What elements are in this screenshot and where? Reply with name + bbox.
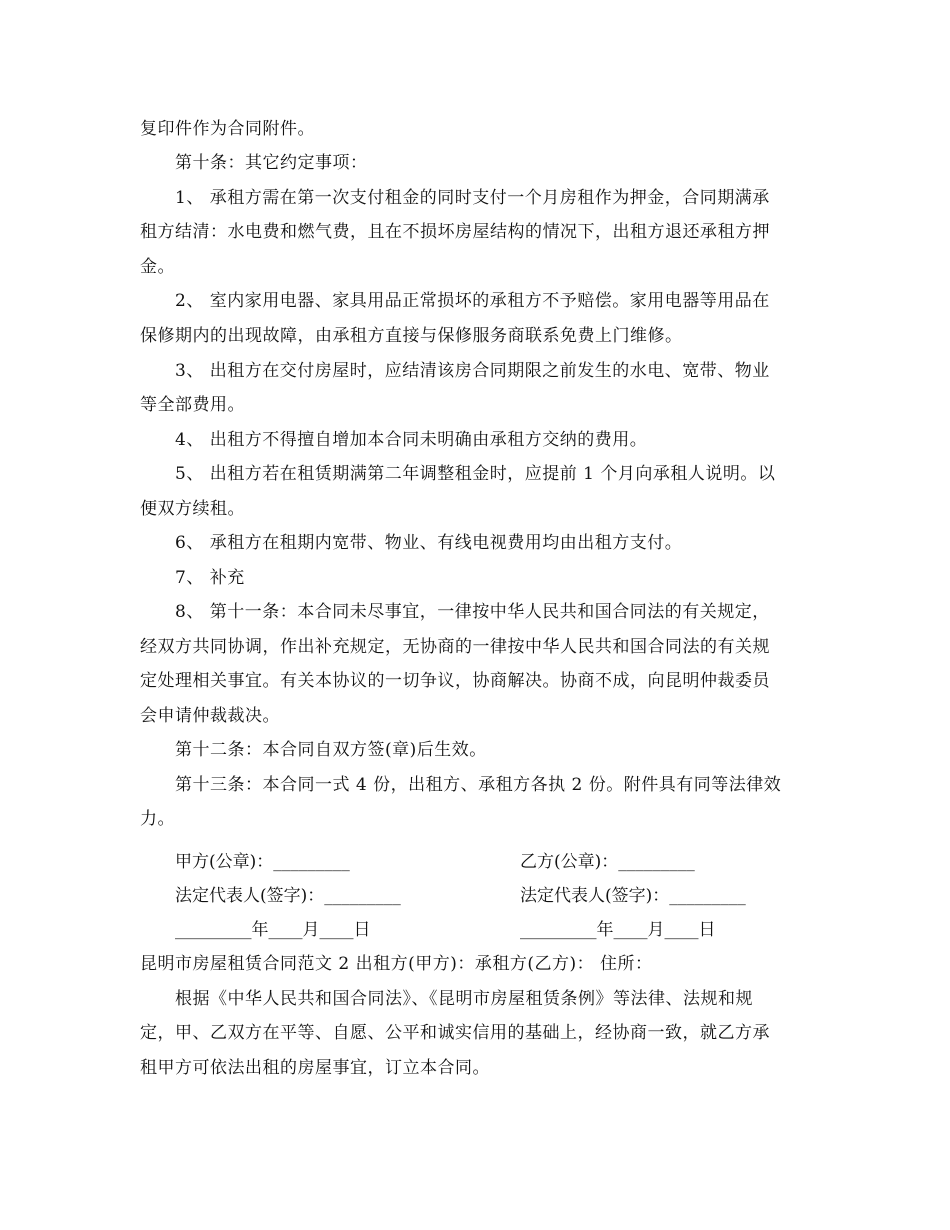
item-8-line: 会申请仲裁裁决。 — [140, 706, 280, 726]
party-a-representative-field: 法定代表人(签字)：_________ — [175, 886, 401, 906]
item-2-line: 2、 室内家用电器、家具用品正常损坏的承租方不予赔偿。家用电器等用品在 — [175, 291, 770, 311]
item-7-line: 7、 补充 — [175, 568, 245, 588]
item-2-line: 保修期内的出现故障，由承租方直接与保修服务商联系免费上门维修。 — [140, 326, 683, 346]
clause-13-line: 力。 — [140, 809, 175, 829]
item-8-line: 8、 第十一条：本合同未尽事宜，一律按中华人民共和国合同法的有关规定， — [175, 602, 770, 622]
item-3-line: 3、 出租方在交付房屋时，应结清该房合同期限之前发生的水电、宽带、物业 — [175, 361, 770, 381]
item-5-line: 便双方续租。 — [140, 499, 245, 519]
item-5-line: 5、 出租方若在租赁期满第二年调整租金时，应提前 1 个月向承租人说明。以 — [175, 464, 776, 484]
item-8-line: 经双方共同协调，作出补充规定，无协商的一律按中华人民共和国合同法的有关规 — [140, 637, 770, 657]
item-1-line: 1、 承租方需在第一次支付租金的同时支付一个月房租作为押金，合同期满承 — [175, 188, 770, 208]
item-1-line: 租方结清：水电费和燃气费，且在不损坏房屋结构的情况下，出租方退还承租方押 — [140, 222, 770, 242]
clause-13-line: 第十三条：本合同一式 4 份，出租方、承租方各执 2 份。附件具有同等法律效 — [175, 775, 782, 795]
paragraph-line: 复印件作为合同附件。 — [140, 119, 315, 139]
party-a-date-field: _________年____月____日 — [175, 920, 371, 940]
second-contract-title: 昆明市房屋租赁合同范文 2 出租方(甲方)：承租方(乙方)： 住所： — [140, 954, 653, 974]
item-4-line: 4、 出租方不得擅自增加本合同未明确由承租方交纳的费用。 — [175, 430, 648, 450]
preamble-line: 定，甲、乙双方在平等、自愿、公平和诚实信用的基础上，经协商一致，就乙方承 — [140, 1023, 770, 1043]
party-b-seal-field: 乙方(公章)：_________ — [520, 852, 695, 872]
item-3-line: 等全部费用。 — [140, 395, 245, 415]
item-1-line: 金。 — [140, 257, 175, 277]
item-6-line: 6、 承租方在租期内宽带、物业、有线电视费用均由出租方支付。 — [175, 533, 683, 553]
party-a-seal-field: 甲方(公章)：_________ — [175, 852, 350, 872]
clause-10-heading: 第十条：其它约定事项： — [175, 153, 368, 173]
party-b-representative-field: 法定代表人(签字)：_________ — [520, 886, 746, 906]
clause-12-line: 第十二条：本合同自双方签(章)后生效。 — [175, 740, 487, 760]
item-8-line: 定处理相关事宜。有关本协议的一切争议，协商解决。协商不成，向昆明仲裁委员 — [140, 671, 770, 691]
party-b-date-field: _________年____月____日 — [520, 920, 716, 940]
preamble-line: 租甲方可依法出租的房屋事宜，订立本合同。 — [140, 1058, 490, 1078]
preamble-line: 根据《中华人民共和国合同法》、《昆明市房屋租赁条例》等法律、法规和规 — [175, 989, 753, 1009]
